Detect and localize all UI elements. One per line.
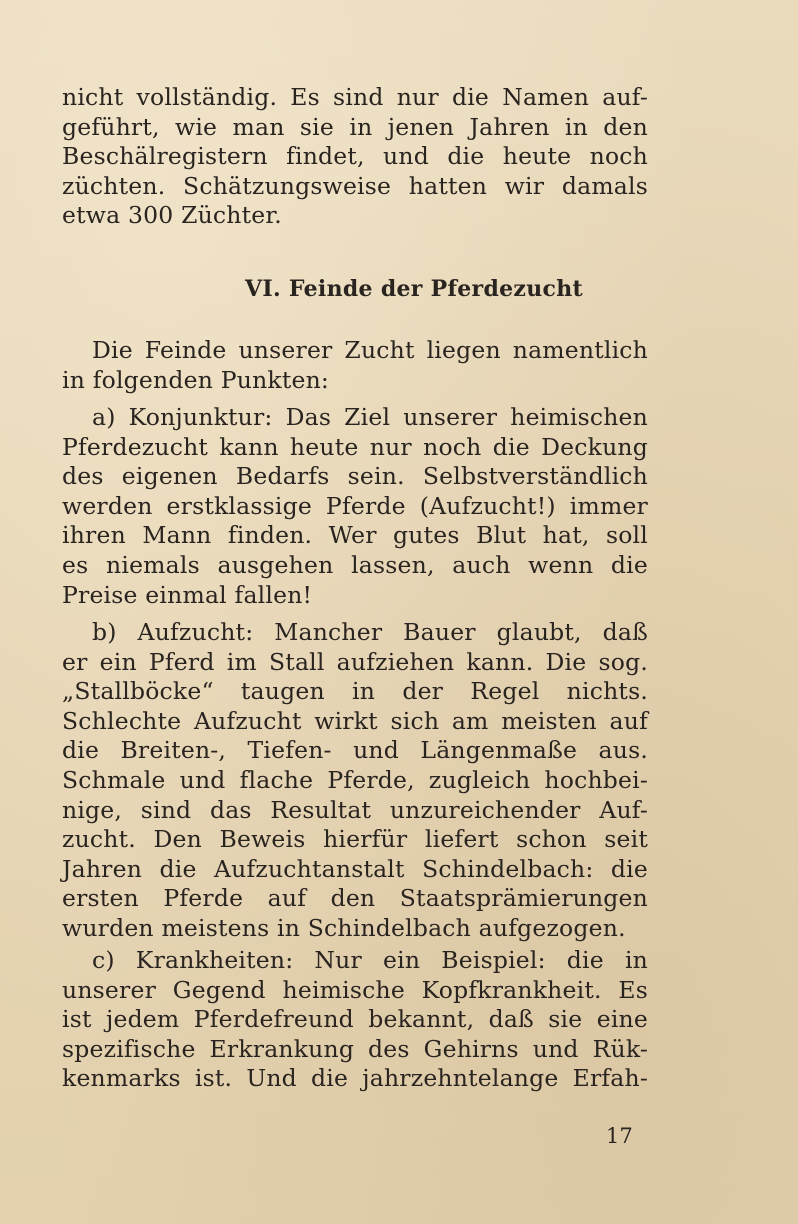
- text-line: Schlechte Aufzucht wirkt sich am meisten auf: [62, 706, 648, 735]
- text-line: Jahren die Aufzuchtanstalt Schindelbach: die: [62, 854, 648, 883]
- text-line: es niemals ausgehen lassen, auch wenn die: [62, 550, 648, 579]
- text-line: Beschälregistern findet, und die heute noch: [62, 142, 648, 171]
- text-line: „Stallböcke“ taugen in der Regel nichts.: [62, 677, 648, 706]
- text-line: Pferdezucht kann heute nur noch die Deckung: [62, 432, 648, 461]
- text-line: ersten Pferde auf den Staatsprämierungen: [62, 884, 648, 913]
- text-line: Schmale und flache Pferde, zugleich hochbei-: [62, 765, 648, 794]
- text-line: spezifische Erkrankung des Gehirns und Rük-: [62, 1034, 648, 1063]
- paragraph-continuation: [62, 83, 648, 231]
- text-line: Preise einmal fallen!: [62, 580, 313, 609]
- text-line: c) Krankheiten: Nur ein Beispiel: die in: [92, 946, 648, 974]
- text-line: a) Konjunktur: Das Ziel unserer heimischen: [92, 403, 648, 431]
- text-line: ihren Mann finden. Wer gutes Blut hat, soll: [62, 521, 648, 550]
- text-line: etwa 300 Züchter.: [62, 201, 282, 230]
- text-line: werden erstklassige Pferde (Aufzucht!) immer: [62, 491, 648, 520]
- text-line: Die Feinde unserer Zucht liegen namentlich: [92, 336, 648, 364]
- text-line: in folgenden Punkten:: [62, 365, 330, 394]
- paragraph-a-konjunktur: [62, 403, 648, 610]
- section-heading: [0, 276, 798, 302]
- text-line: zucht. Den Beweis hierfür liefert schon seit: [62, 825, 648, 854]
- text-line: b) Aufzucht: Mancher Bauer glaubt, daß: [92, 618, 648, 646]
- text-line: die Breiten-, Tiefen- und Längenmaße aus.: [62, 736, 648, 765]
- paragraph-b-aufzucht: [62, 618, 648, 944]
- text-line: nige, sind das Resultat unzureichender Auf-: [62, 795, 648, 824]
- text-line: er ein Pferd im Stall aufziehen kann. Die sog.: [62, 647, 648, 676]
- text-line: wurden meistens in Schindelbach aufgezogen.: [62, 913, 626, 942]
- paragraph-c-krankheiten: [62, 946, 648, 1094]
- section-heading-text: VI. Feinde der Pferdezucht: [245, 276, 583, 302]
- text-line: unserer Gegend heimische Kopfkrankheit. Es: [62, 975, 648, 1004]
- page-number: 17: [606, 1124, 633, 1148]
- text-line: geführt, wie man sie in jenen Jahren in den: [62, 112, 648, 141]
- text-line: nicht vollständig. Es sind nur die Namen auf-: [62, 83, 648, 111]
- text-line: kenmarks ist. Und die jahrzehntelange Erfah-: [62, 1064, 648, 1093]
- paragraph-intro: [62, 336, 648, 395]
- text-line: züchten. Schätzungsweise hatten wir damals: [62, 171, 648, 200]
- text-line: des eigenen Bedarfs sein. Selbstverständlich: [62, 462, 648, 491]
- text-line: ist jedem Pferdefreund bekannt, daß sie eine: [62, 1005, 648, 1034]
